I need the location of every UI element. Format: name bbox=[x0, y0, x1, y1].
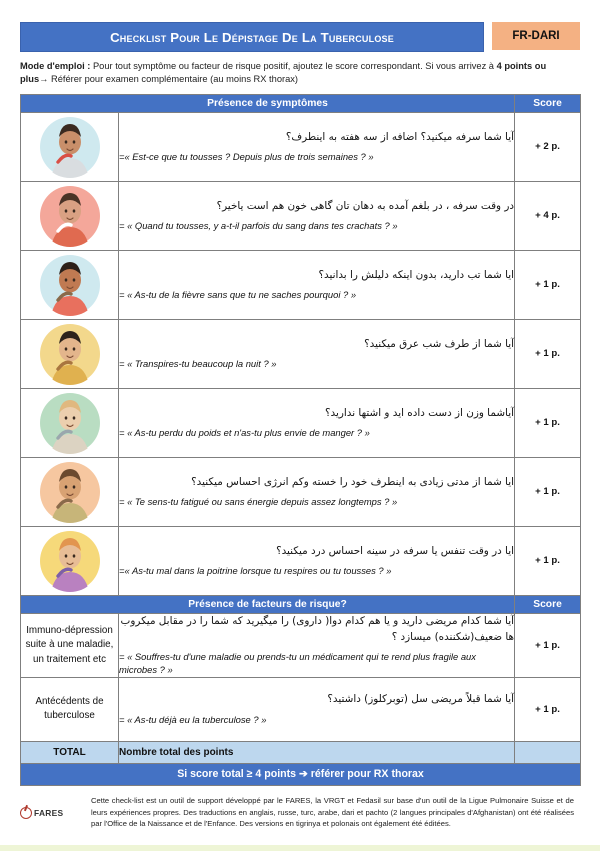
woman-fever-illustration bbox=[21, 250, 119, 319]
risk-factor-label: Antécédents de tuberculose bbox=[35, 696, 104, 722]
score-column-header bbox=[515, 94, 581, 112]
score-text: + 1 p. bbox=[535, 279, 560, 291]
score-text: + 1 p. bbox=[535, 486, 560, 498]
total-label-text: TOTAL bbox=[53, 746, 86, 758]
instructions-label: Mode d'emploi : bbox=[20, 61, 91, 71]
language-badge: FR-DARI bbox=[492, 22, 580, 50]
question-dari: آیا شما از طرف شب عرق میکنید؟ bbox=[364, 337, 515, 350]
page-title: Checklist Pour Le Dépistage De La Tuberculose bbox=[20, 22, 484, 52]
instructions-body-1: Pour tout symptôme ou facteur de risque positif, ajoutez le score correspondant. Si vous arrivez à bbox=[90, 61, 497, 71]
table-row bbox=[21, 250, 581, 319]
score-value bbox=[515, 181, 581, 250]
question-cell bbox=[119, 250, 515, 319]
question-cell bbox=[119, 526, 515, 595]
total-row bbox=[21, 741, 581, 763]
conclusion-row bbox=[21, 763, 581, 785]
risk-section-label: Présence de facteurs de risque? bbox=[188, 598, 347, 610]
symptoms-section-label: Présence de symptômes bbox=[207, 97, 328, 109]
document-footer bbox=[20, 795, 580, 830]
conclusion-banner bbox=[21, 763, 581, 785]
question-dari: آیا شما قبلاً مریضی سل (توبرکلوز) داشتید؟ bbox=[327, 693, 515, 706]
question-cell bbox=[119, 388, 515, 457]
table-row bbox=[21, 181, 581, 250]
score-text: + 1 p. bbox=[535, 703, 560, 715]
fares-logo bbox=[20, 795, 82, 819]
table-row bbox=[21, 677, 581, 741]
table-row bbox=[21, 112, 581, 181]
document-header bbox=[20, 22, 580, 52]
table-row bbox=[21, 457, 581, 526]
footer-credits-text: Cette check-list est un outil de support développé par le FARES, la VRGT et Fedasil sur base d'un outil de la Ligue Pulmonaire Suisse et de leurs expériences propres. Des traductions en anglais, russe, turc, arabe, dari et pachto (2 langues principales d'Afghanistan) ont été réalisées par l'Office de la Naissance et de l'Enfance. Des versions en tigrinya et polonais ont également été éditées. bbox=[91, 795, 574, 829]
question-dari: آیاشما وزن از دست داده اید و اشتها ندارید؟ bbox=[325, 406, 515, 419]
man-coughing-illustration bbox=[21, 112, 119, 181]
instructions-bold-threshold: 4 points ou plus bbox=[20, 61, 547, 85]
score-text: + 1 p. bbox=[535, 639, 560, 651]
woman-coughing-blood-illustration bbox=[21, 181, 119, 250]
risk-factor-name bbox=[21, 677, 119, 741]
question-french: = « Souffres-tu d'une maladie ou prends-tu un médicament qui te rend plus fragile aux microbes ? » bbox=[119, 651, 476, 676]
score-header-label: Score bbox=[533, 97, 562, 109]
score-column-header-2 bbox=[515, 595, 581, 613]
table-row bbox=[21, 319, 581, 388]
question-cell bbox=[119, 613, 515, 677]
total-description-text: Nombre total des points bbox=[119, 746, 234, 758]
question-dari: ایا شما تب دارید، بدون اینکه دلیلش را بدانید؟ bbox=[318, 268, 515, 281]
instructions-body-2: → Référer pour examen complémentaire (au moins RX thorax) bbox=[39, 74, 298, 85]
question-french: =« As-tu mal dans la poitrine lorsque tu respires ou tu tousses ? » bbox=[119, 565, 392, 577]
table-row bbox=[21, 526, 581, 595]
question-cell bbox=[119, 457, 515, 526]
risk-factor-label: Immuno-dépression suite à une maladie, un traitement etc bbox=[25, 625, 114, 665]
table-row bbox=[21, 613, 581, 677]
question-dari: آیا شما سرفه میکنید؟ اضافه از سه هفته به اینطرف؟ bbox=[285, 130, 515, 143]
score-text: + 1 p. bbox=[535, 417, 560, 429]
question-french: = « Te sens-tu fatigué ou sans énergie depuis assez longtemps ? » bbox=[119, 496, 398, 508]
section-header-row bbox=[21, 595, 581, 613]
tired-man-illustration bbox=[21, 457, 119, 526]
risk-factor-name bbox=[21, 613, 119, 677]
question-dari: ایا شما از مدتی زیادی به اینطرف خود را خسته وکم انرژی احساس میکنید؟ bbox=[191, 475, 515, 488]
score-text: + 2 p. bbox=[535, 141, 560, 153]
question-french: = « Quand tu tousses, y a-t-il parfois du sang dans tes crachats ? » bbox=[119, 220, 398, 232]
risk-section-header bbox=[21, 595, 515, 613]
score-value bbox=[515, 613, 581, 677]
score-text: + 1 p. bbox=[535, 348, 560, 360]
question-dari: ایا در وقت تنفس یا سرفه در سینه احساس درد میکنید؟ bbox=[276, 544, 515, 557]
woman-chest-pain-illustration bbox=[21, 526, 119, 595]
question-cell bbox=[119, 112, 515, 181]
question-french: = « As-tu perdu du poids et n'as-tu plus envie de manger ? » bbox=[119, 427, 370, 439]
section-header-row bbox=[21, 94, 581, 112]
score-value bbox=[515, 457, 581, 526]
person-weight-loss-scale-illustration bbox=[21, 388, 119, 457]
score-text: + 4 p. bbox=[535, 210, 560, 222]
question-cell bbox=[119, 181, 515, 250]
question-french: =« Est-ce que tu tousses ? Depuis plus de trois semaines ? » bbox=[119, 151, 374, 163]
score-value bbox=[515, 677, 581, 741]
score-value bbox=[515, 319, 581, 388]
instructions-paragraph bbox=[20, 60, 580, 87]
person-night-sweats-bed-illustration bbox=[21, 319, 119, 388]
bottom-strip bbox=[0, 845, 600, 851]
score-value bbox=[515, 388, 581, 457]
question-french: = « Transpires-tu beaucoup la nuit ? » bbox=[119, 358, 277, 370]
screening-table bbox=[20, 94, 581, 786]
question-dari: آیا شما کدام مریضی دارید و یا هم کدام دوا( داروی) را میگیرید که شما را در مقابل میکروب ها ضعیف(شکننده) میسازد ؟ bbox=[120, 615, 515, 643]
score-text: + 1 p. bbox=[535, 555, 560, 567]
total-description bbox=[119, 741, 515, 763]
score-header-label-2: Score bbox=[533, 598, 562, 610]
score-value bbox=[515, 250, 581, 319]
question-cell bbox=[119, 319, 515, 388]
total-label bbox=[21, 741, 119, 763]
fares-mark-icon bbox=[20, 807, 32, 819]
conclusion-text: Si score total ≥ 4 points ➔ référer pour RX thorax bbox=[177, 768, 424, 781]
question-dari: در وقت سرفه ، در بلغم آمده به دهان تان گاهی خون هم است یاخیر؟ bbox=[216, 199, 515, 212]
question-cell bbox=[119, 677, 515, 741]
fares-logo-text: FARES bbox=[34, 807, 64, 818]
symptoms-section-header bbox=[21, 94, 515, 112]
score-value bbox=[515, 112, 581, 181]
question-french: = « As-tu déjà eu la tuberculose ? » bbox=[119, 713, 267, 725]
question-french: = « As-tu de la fièvre sans que tu ne saches pourquoi ? » bbox=[119, 289, 357, 301]
total-score-field[interactable] bbox=[515, 741, 581, 763]
score-value bbox=[515, 526, 581, 595]
table-row bbox=[21, 388, 581, 457]
